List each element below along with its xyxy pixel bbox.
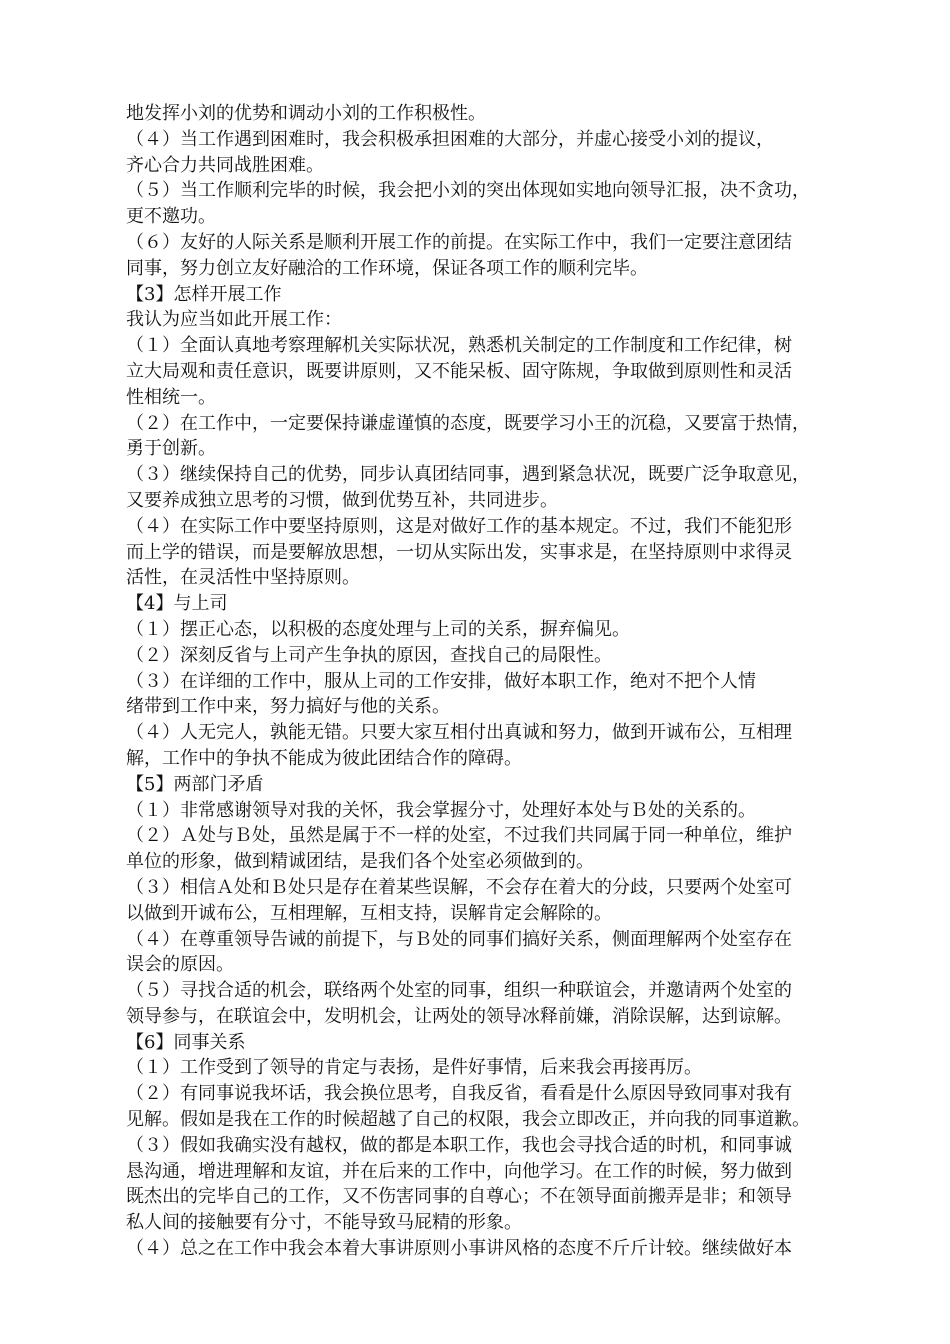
text-line: 地发挥小刘的优势和调动小刘的工作积极性。 [126,103,486,124]
text-line: 单位的形象，做到精诚团结，是我们各个处室必须做到的。 [126,851,594,873]
text-line: （６）友好的人际关系是顺利开展工作的前提。在实际工作中，我们一定要注意团结 [126,231,792,253]
text-line: 更不邀功。 [126,206,216,228]
text-line: （５）当工作顺利完毕的时候，我会把小刘的突出体现如实地向领导汇报，决不贪功， [126,180,810,202]
text-line: （４）总之在工作中我会本着大事讲原则小事讲风格的态度不斤斤计较。继续做好本 [126,1238,792,1260]
section-heading: 【5】两部门矛盾 [126,773,264,795]
text-line: 见解。假如是我在工作的时候超越了自己的权限，我会立即改正，并向我的同事道歉。 [126,1109,810,1131]
text-line: （４）在实际工作中要坚持原则，这是对做好工作的基本规定。不过，我们不能犯形 [126,515,792,537]
text-line: （４）当工作遇到困难时，我会积极承担困难的大部分，并虚心接受小刘的提议， [126,128,774,150]
text-line: （２）有同事说我坏话，我会换位思考，自我反省，看看是什么原因导致同事对我有 [126,1083,792,1105]
text-line: （５）寻找合适的机会，联络两个处室的同事，组织一种联谊会，并邀请两个处室的 [126,980,792,1002]
text-line: （４）人无完人，孰能无错。只要大家互相付出真诚和努力，做到开诚布公，互相理 [126,722,792,744]
text-line: 解，工作中的争执不能成为彼此团结合作的障碍。 [126,747,522,769]
text-line: 勇于创新。 [126,438,216,460]
text-line: （２）Ａ处与Ｂ处，虽然是属于不一样的处室，不过我们共同属于同一种单位，维护 [126,825,792,847]
text-line: （２）深刻反省与上司产生争执的原因，查找自己的局限性。 [126,644,612,666]
text-line: 齐心合力共同战胜困难。 [126,154,324,176]
text-line: （３）相信Ａ处和Ｂ处只是存在着某些误解，不会存在着大的分歧，只要两个处室可 [126,876,792,898]
text-line: 我认为应当如此开展工作： [126,309,342,331]
text-line: （１）摆正心态，以积极的态度处理与上司的关系，摒弃偏见。 [126,618,630,640]
text-line: （１）工作受到了领导的肯定与表扬，是件好事情，后来我会再接再厉。 [126,1057,702,1079]
text-line: 以做到开诚布公，互相理解，互相支持，误解肯定会解除的。 [126,902,612,924]
text-line: 性相统一。 [126,386,216,408]
text-line: 活性，在灵活性中坚持原则。 [126,567,360,589]
text-line: （１）全面认真地考察理解机关实际状况，熟悉机关制定的工作制度和工作纪律，树 [126,335,792,357]
text-line: 恳沟通，增进理解和友谊，并在后来的工作中，向他学习。在工作的时候，努力做到 [126,1160,792,1182]
section-heading: 【6】同事关系 [126,1031,246,1053]
text-line: 而上学的错误，而是要解放思想，一切从实际出发，实事求是，在坚持原则中求得灵 [126,541,792,563]
text-line: 领导参与，在联谊会中，发明机会，让两处的领导冰释前嫌，消除误解，达到谅解。 [126,1005,792,1027]
text-line: 既杰出的完毕自己的工作，又不伤害同事的自尊心；不在领导面前搬弄是非；和领导 [126,1186,792,1208]
text-line: 误会的原因。 [126,954,234,976]
text-line: （４）在尊重领导告诫的前提下，与Ｂ处的同事们搞好关系，侧面理解两个处室存在 [126,928,792,950]
text-line: （１）非常感谢领导对我的关怀，我会掌握分寸，处理好本处与Ｂ处的关系的。 [126,799,756,821]
text-line: （３）继续保持自己的优势，同步认真团结同事，遇到紧急状况，既要广泛争取意见， [126,464,810,486]
text-line: （３）在详细的工作中，服从上司的工作安排，做好本职工作，绝对不把个人情 [126,670,756,692]
text-line: 私人间的接触要有分寸，不能导致马屁精的形象。 [126,1212,522,1234]
text-line: 同事，努力创立友好融洽的工作环境，保证各项工作的顺利完毕。 [126,257,648,279]
text-line: 绪带到工作中来，努力搞好与他的关系。 [126,696,450,718]
text-line: （３）假如我确实没有越权，做的都是本职工作，我也会寻找合适的时机，和同事诚 [126,1134,792,1156]
text-line: 又要养成独立思考的习惯，做到优势互补，共同进步。 [126,489,558,511]
section-heading: 【3】怎样开展工作 [126,283,282,305]
section-heading: 【4】与上司 [126,593,228,615]
text-line: （２）在工作中，一定要保持谦虚谨慎的态度，既要学习小王的沉稳，又要富于热情， [126,412,810,434]
text-line: 立大局观和责任意识，既要讲原则，又不能呆板、固守陈规，争取做到原则性和灵活 [126,360,792,382]
document-body [126,101,846,1262]
